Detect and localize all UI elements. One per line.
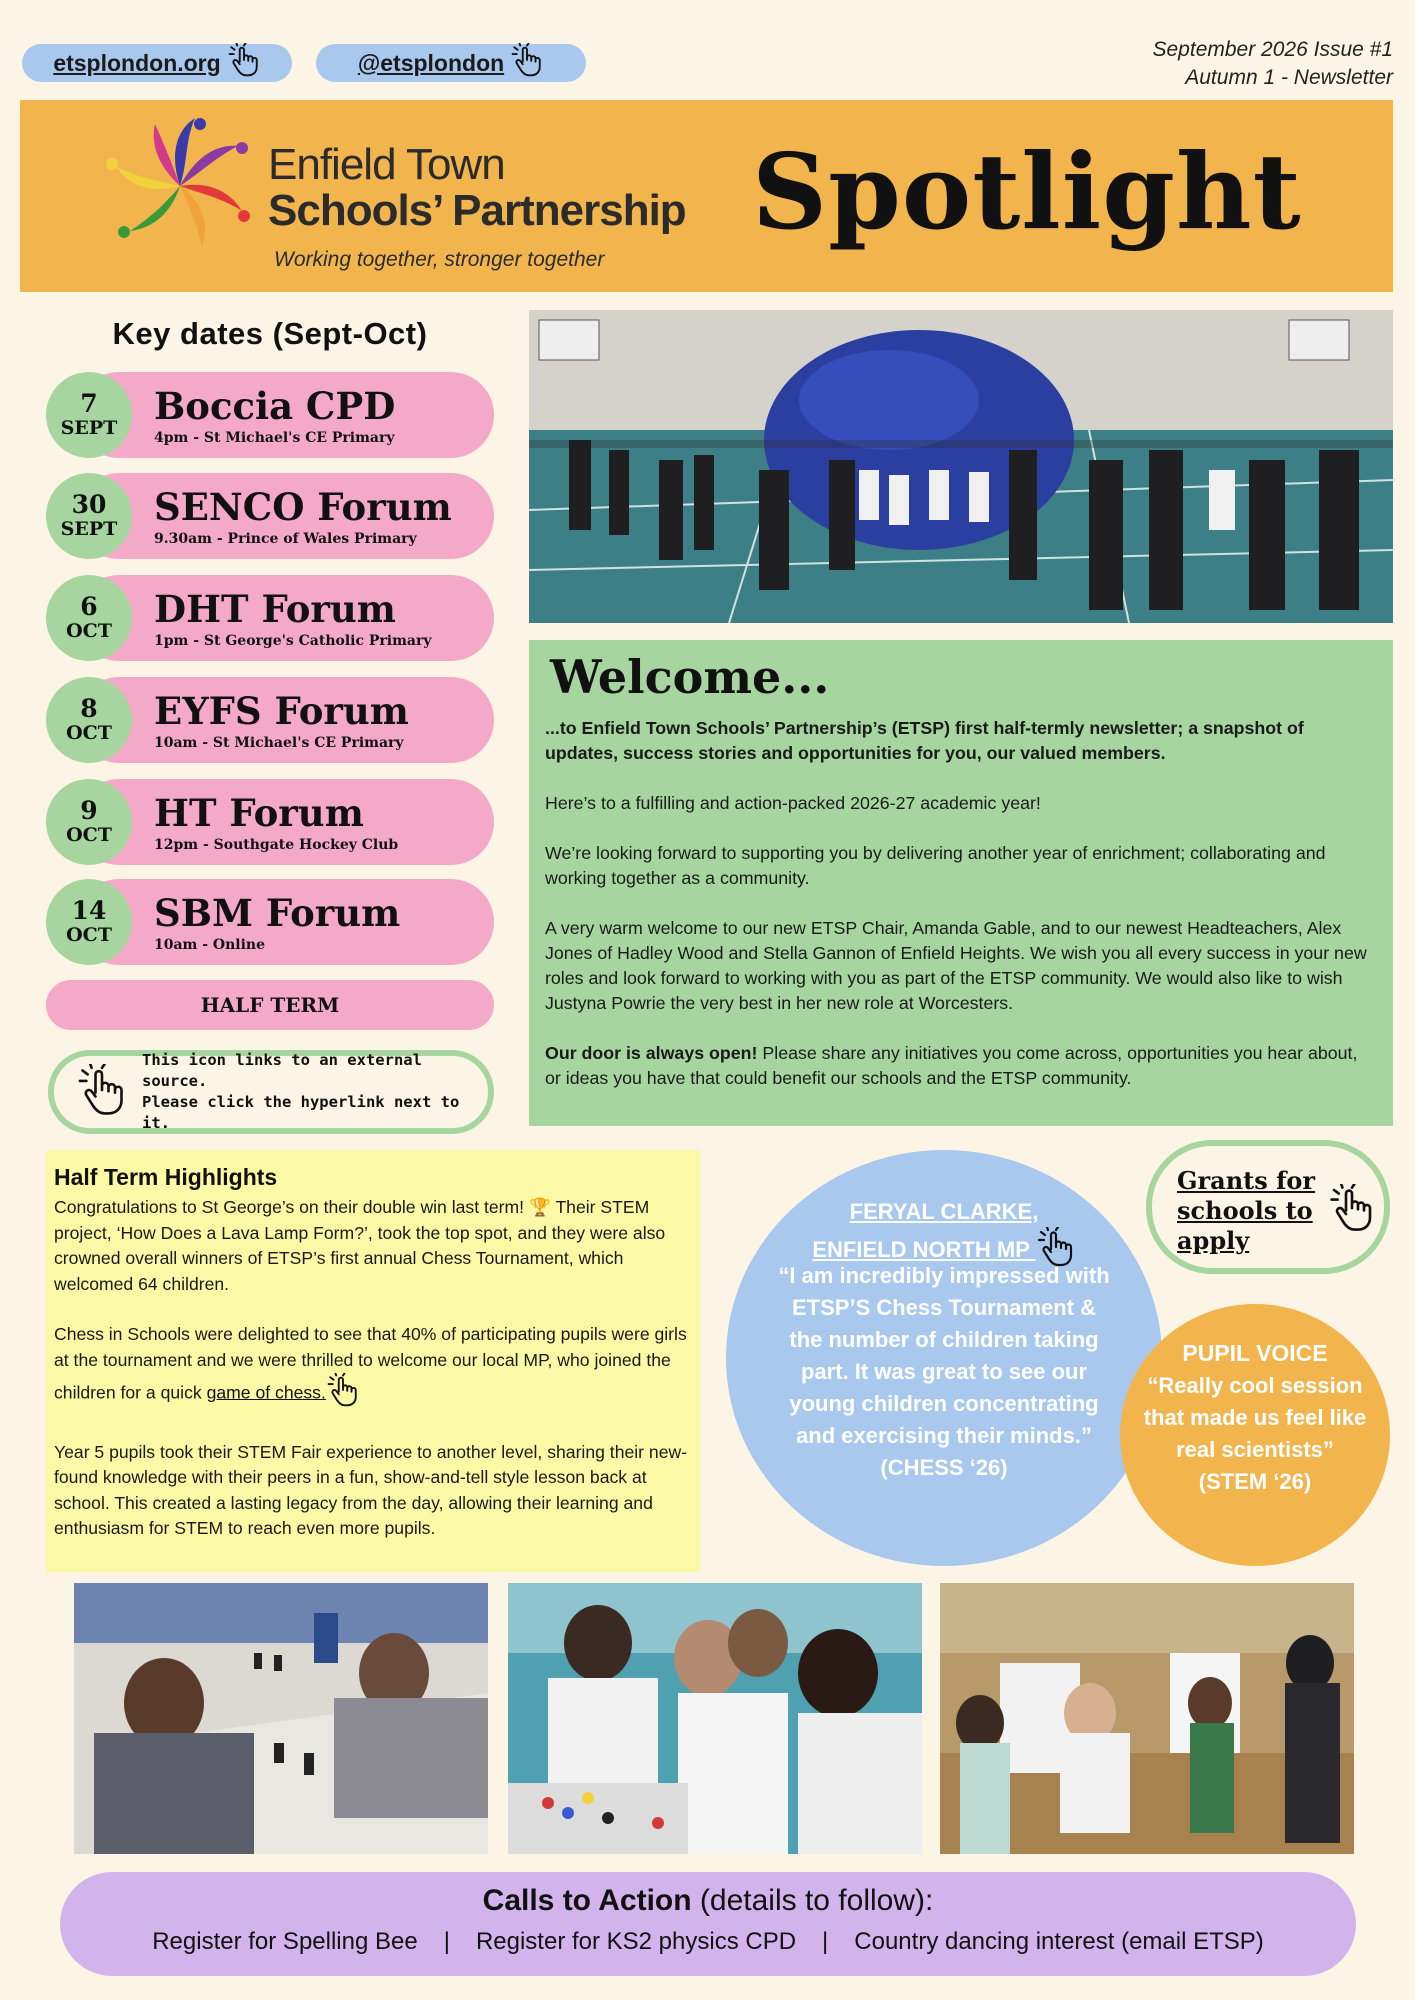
key-date-item <box>46 677 494 763</box>
cta-items <box>60 1928 1356 1956</box>
pointer-hand-icon <box>76 1064 128 1121</box>
pointer-hand-icon <box>227 43 261 83</box>
date-circle <box>46 677 132 763</box>
issue-subline: Autumn 1 - Newsletter <box>1185 66 1393 89</box>
date-month: SEPT <box>60 417 118 439</box>
pupil-voice-circle <box>1120 1304 1390 1566</box>
cta-title-bold: Calls to Action <box>482 1884 692 1917</box>
cta-physics-cpd[interactable]: Register for KS2 physics CPD <box>475 1928 797 1955</box>
grants-link-text[interactable] <box>1177 1166 1315 1256</box>
welcome-door-open: Our door is always open! <box>545 1043 758 1063</box>
event-detail: 10am - Online <box>154 937 266 953</box>
highlights-text: Chess in Schools were delighted to see that 40% of participating pupils were girls at the tournament and we were thrilled to welcome our local MP, who joined the children for a quick <box>54 1324 687 1403</box>
welcome-paragraph: We’re looking forward to supporting you by delivering another year of enrichment; collaborating and working together as a community. <box>545 843 1326 888</box>
social-link[interactable] <box>316 44 586 82</box>
website-link[interactable] <box>22 44 292 82</box>
date-day: 6 <box>80 592 98 621</box>
grants-line[interactable]: schools to <box>1177 1196 1313 1225</box>
highlights-paragraph <box>54 1322 692 1415</box>
welcome-heading: Welcome... <box>550 650 830 704</box>
chess-game-link[interactable]: game of chess. <box>206 1382 326 1403</box>
cta-title <box>60 1884 1356 1918</box>
legend-line: This icon links to an external source. <box>142 1051 422 1090</box>
mp-quote-circle <box>726 1150 1162 1566</box>
cta-separator: | <box>822 1928 829 1955</box>
event-detail: 12pm - Southgate Hockey Club <box>154 837 399 853</box>
grants-link[interactable] <box>1146 1140 1390 1274</box>
issue-info <box>1153 36 1394 92</box>
mp-name[interactable]: FERYAL CLARKE, <box>849 1199 1039 1224</box>
event-detail: 10am - St Michael's CE Primary <box>154 735 404 751</box>
tagline: Working together, stronger together <box>274 248 605 271</box>
highlights-paragraph: Year 5 pupils took their STEM Fair experience to another level, sharing their new-found knowledge with their peers in a fun, show-and-tell style lesson back at school. This created a lasting legacy from the day, allowing their learning and enthusiasm for STEM to reach even more pupils. <box>54 1441 688 1538</box>
stem-activity-photo <box>508 1583 922 1854</box>
event-detail: 9.30am - Prince of Wales Primary <box>154 531 417 547</box>
date-month: SEPT <box>60 518 118 540</box>
date-month: OCT <box>66 824 112 846</box>
legend-text <box>142 1050 488 1134</box>
stem-fair-photo <box>940 1583 1354 1854</box>
date-month: OCT <box>66 620 112 642</box>
pupil-quote-text: “Really cool session that made us feel like real scientists” <box>1143 1373 1367 1462</box>
planetarium-photo <box>529 310 1393 623</box>
key-date-item <box>46 473 494 559</box>
highlights-paragraph: Congratulations to St George’s on their double win last term! 🏆 Their STEM project, ‘How Does a Lava Lamp Form?’, took the top spot, and they were also crowned overall winners of ETSP’s first annual Chess Tournament, which welcomed 64 children. <box>54 1197 666 1294</box>
event-detail: 4pm - St Michael's CE Primary <box>154 430 395 446</box>
key-dates-title: Key dates (Sept-Oct) <box>112 316 428 351</box>
calls-to-action <box>60 1872 1356 1976</box>
welcome-intro-text: ...to Enfield Town Schools’ Partnership’s (ETSP) first half-termly newsletter; a snapshot of updates, success stories and opportunities for you, our valued members. <box>545 718 1304 763</box>
key-date-item <box>46 575 494 661</box>
chess-tournament-photo <box>74 1583 488 1854</box>
newsletter-title: Spotlight <box>752 130 1302 253</box>
event-name: HT Forum <box>154 791 364 835</box>
welcome-paragraph: Here’s to a fulfilling and action-packed 2026-27 academic year! <box>545 793 1041 813</box>
event-name: Boccia CPD <box>154 384 396 428</box>
mp-quote-text: “I am incredibly impressed with ETSP’S Chess Tournament & the number of children taking part. It was great to see our young children concentrating and exercising their minds.” <box>778 1263 1110 1448</box>
legend-line: Please click the hyperlink next to it. <box>142 1093 460 1132</box>
pupil-voice-label: PUPIL VOICE <box>1182 1340 1328 1366</box>
mp-constituency[interactable]: ENFIELD NORTH MP <box>726 1227 1162 1275</box>
welcome-intro <box>545 716 1377 766</box>
event-name: SENCO Forum <box>154 485 452 529</box>
event-detail: 1pm - St George's Catholic Primary <box>154 633 432 649</box>
grants-line[interactable]: Grants for <box>1177 1166 1316 1195</box>
welcome-section <box>529 640 1393 1126</box>
half-term-highlights <box>46 1150 700 1572</box>
date-month: OCT <box>66 722 112 744</box>
half-term-label: HALF TERM <box>200 993 340 1017</box>
website-link-text[interactable]: etsplondon.org <box>53 49 221 76</box>
link-icon-legend <box>48 1050 494 1134</box>
highlights-heading: Half Term Highlights <box>54 1164 278 1190</box>
mp-quote-source: (CHESS ‘26) <box>880 1455 1008 1480</box>
key-date-item <box>46 372 494 458</box>
welcome-paragraph: A very warm welcome to our new ETSP Chair, Amanda Gable, and to our newest Headteachers, Alex Jones of Hadley Wood and Stella Gannon of Enfield Heights. We wish you all every success in your new roles and look forward to working with you as part of the ETSP community. We would also like to wish Justyna Powrie the very best in her new role at Worcesters. <box>545 918 1367 1013</box>
cta-spelling-bee[interactable]: Register for Spelling Bee <box>152 1928 418 1955</box>
issue-line: September 2026 Issue #1 <box>1152 38 1393 61</box>
date-circle <box>46 779 132 865</box>
date-circle <box>46 575 132 661</box>
date-month: OCT <box>66 924 112 946</box>
event-name: SBM Forum <box>154 891 401 935</box>
date-day: 9 <box>80 796 98 825</box>
social-link-text[interactable]: @etsplondon <box>357 49 505 76</box>
date-circle <box>46 879 132 965</box>
cta-country-dancing[interactable]: Country dancing interest (email ETSP) <box>854 1928 1264 1955</box>
etsp-logo-icon <box>100 108 260 258</box>
key-date-item <box>46 779 494 865</box>
cta-separator: | <box>443 1928 450 1955</box>
pointer-hand-icon <box>1328 1184 1376 1237</box>
welcome-paragraph <box>545 1041 1377 1091</box>
pupil-quote-source: (STEM ‘26) <box>1198 1469 1312 1494</box>
date-circle <box>46 372 132 458</box>
welcome-door-text: Please share any initiatives you come across, opportunities you hear about, or ideas you have that could benefit our schools and the ETSP community. <box>545 1043 1358 1088</box>
date-circle <box>46 473 132 559</box>
pupil-voice-quote <box>1138 1370 1372 1498</box>
date-day: 7 <box>80 389 98 418</box>
mp-quote <box>776 1260 1112 1484</box>
grants-line[interactable]: apply <box>1177 1226 1250 1255</box>
org-name-line2: Schools’ Partnership <box>268 186 686 235</box>
half-term-bar <box>46 980 494 1030</box>
date-day: 30 <box>71 490 107 519</box>
date-day: 14 <box>71 896 107 925</box>
date-day: 8 <box>80 694 98 723</box>
event-name: EYFS Forum <box>154 689 409 733</box>
org-name-line1: Enfield Town <box>268 140 505 189</box>
cta-title-rest: (details to follow): <box>691 1884 934 1917</box>
key-date-item <box>46 879 494 965</box>
event-name: DHT Forum <box>154 587 396 631</box>
pointer-hand-icon <box>326 1373 360 1415</box>
pointer-hand-icon <box>510 43 544 83</box>
